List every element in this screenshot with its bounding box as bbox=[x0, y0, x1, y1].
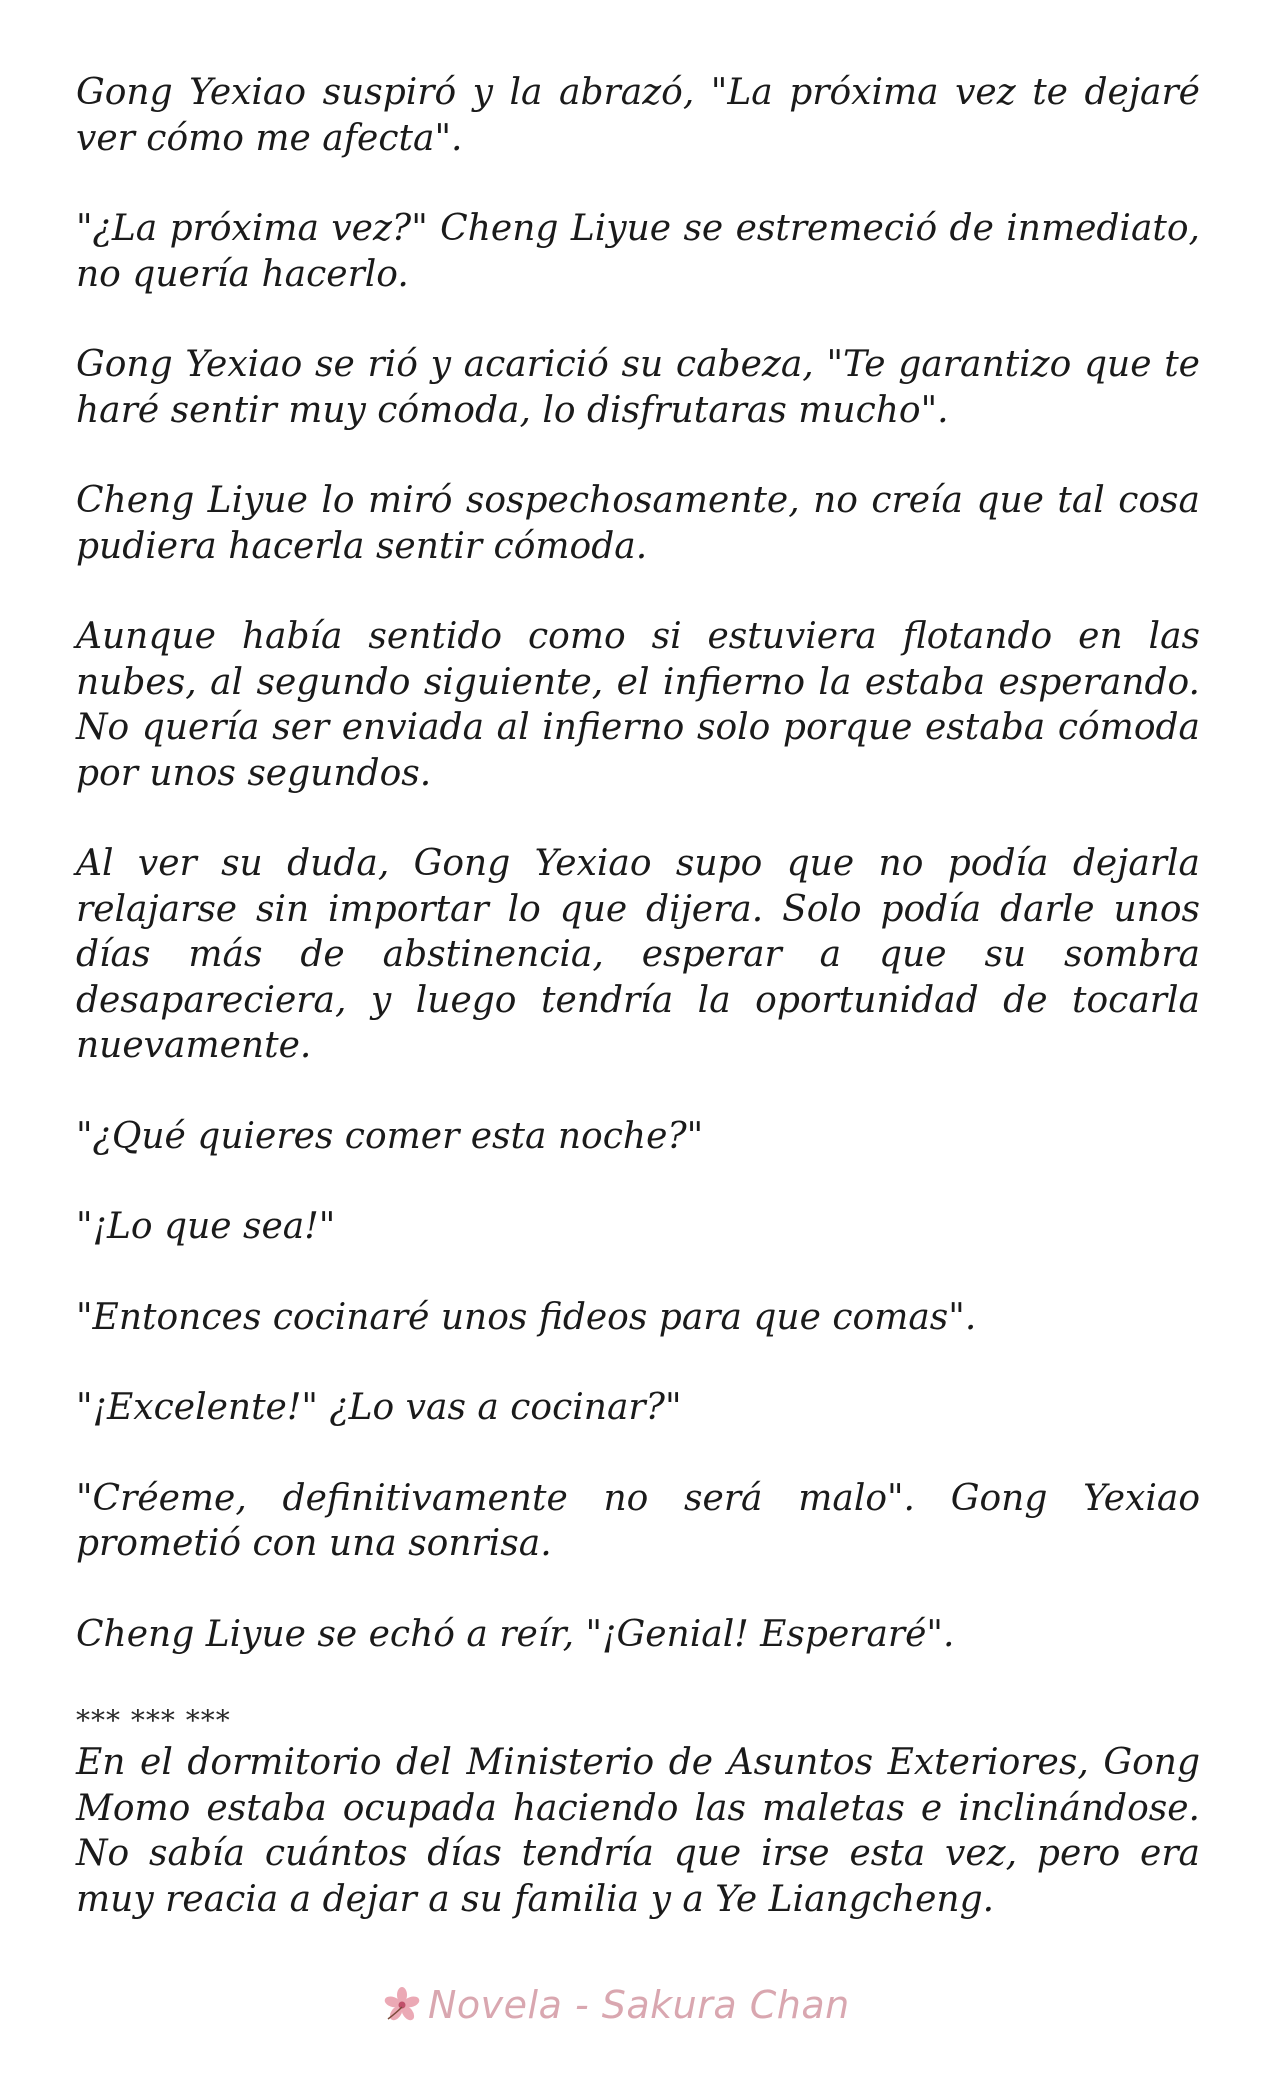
final-paragraph: En el dormitorio del Ministerio de Asuntos Exteriores, Gong Momo estaba ocupada haciendo las maletas e inclinándose. No sabía cuántos días tendría que irse esta vez, pero era muy reacia a dejar a su familia y a Ye Liangcheng. bbox=[76, 1742, 1200, 1920]
watermark bbox=[382, 1980, 850, 2030]
paragraph-10: "¡Excelente!" ¿Lo vas a cocinar?" bbox=[76, 1387, 682, 1428]
paragraph-9: "Entonces cocinaré unos fideos para que comas". bbox=[76, 1296, 977, 1338]
paragraph-7: "¿Qué quieres comer esta noche?" bbox=[76, 1115, 704, 1157]
paragraph-11: "Créeme, definitivamente no será malo". Gong Yexiao prometió con una sonrisa. bbox=[76, 1477, 1200, 1564]
paragraph-8: "¡Lo que sea!" bbox=[76, 1206, 336, 1247]
document-body bbox=[76, 70, 1200, 1967]
paragraph-6: Al ver su duda, Gong Yexiao supo que no podía dejarla relajarse sin importar lo que dijera. Solo podía darle unos días más de abstinencia, esperar a que su sombra desapareciera, y luego tendría la oportunidad de tocarla nuevamente. bbox=[76, 843, 1200, 1066]
paragraph-4: Cheng Liyue lo miró sospechosamente, no creía que tal cosa pudiera hacerla sentir cómoda. bbox=[76, 480, 1200, 567]
paragraph-1: Gong Yexiao suspiró y la abrazó, "La próxima vez te dejaré ver cómo me afecta". bbox=[76, 72, 1200, 159]
watermark-text: Novela - Sakura Chan bbox=[428, 1983, 850, 2027]
paragraph-3: Gong Yexiao se rió y acarició su cabeza, "Te garantizo que te haré sentir muy cómoda, lo disfrutaras mucho". bbox=[76, 344, 1200, 431]
paragraph-5: Aunque había sentido como si estuviera flotando en las nubes, al segundo siguiente, el infierno la estaba esperando. No quería ser enviada al infierno solo porque estaba cómoda por unos segundos. bbox=[76, 616, 1200, 794]
scene-separator: *** *** *** bbox=[76, 1704, 231, 1737]
paragraph-2: "¿La próxima vez?" Cheng Liyue se estremeció de inmediato, no quería hacerlo. bbox=[76, 208, 1200, 295]
paragraph-12: Cheng Liyue se echó a reír, "¡Genial! Esperaré". bbox=[76, 1613, 955, 1655]
sakura-flower-icon bbox=[382, 1985, 422, 2025]
